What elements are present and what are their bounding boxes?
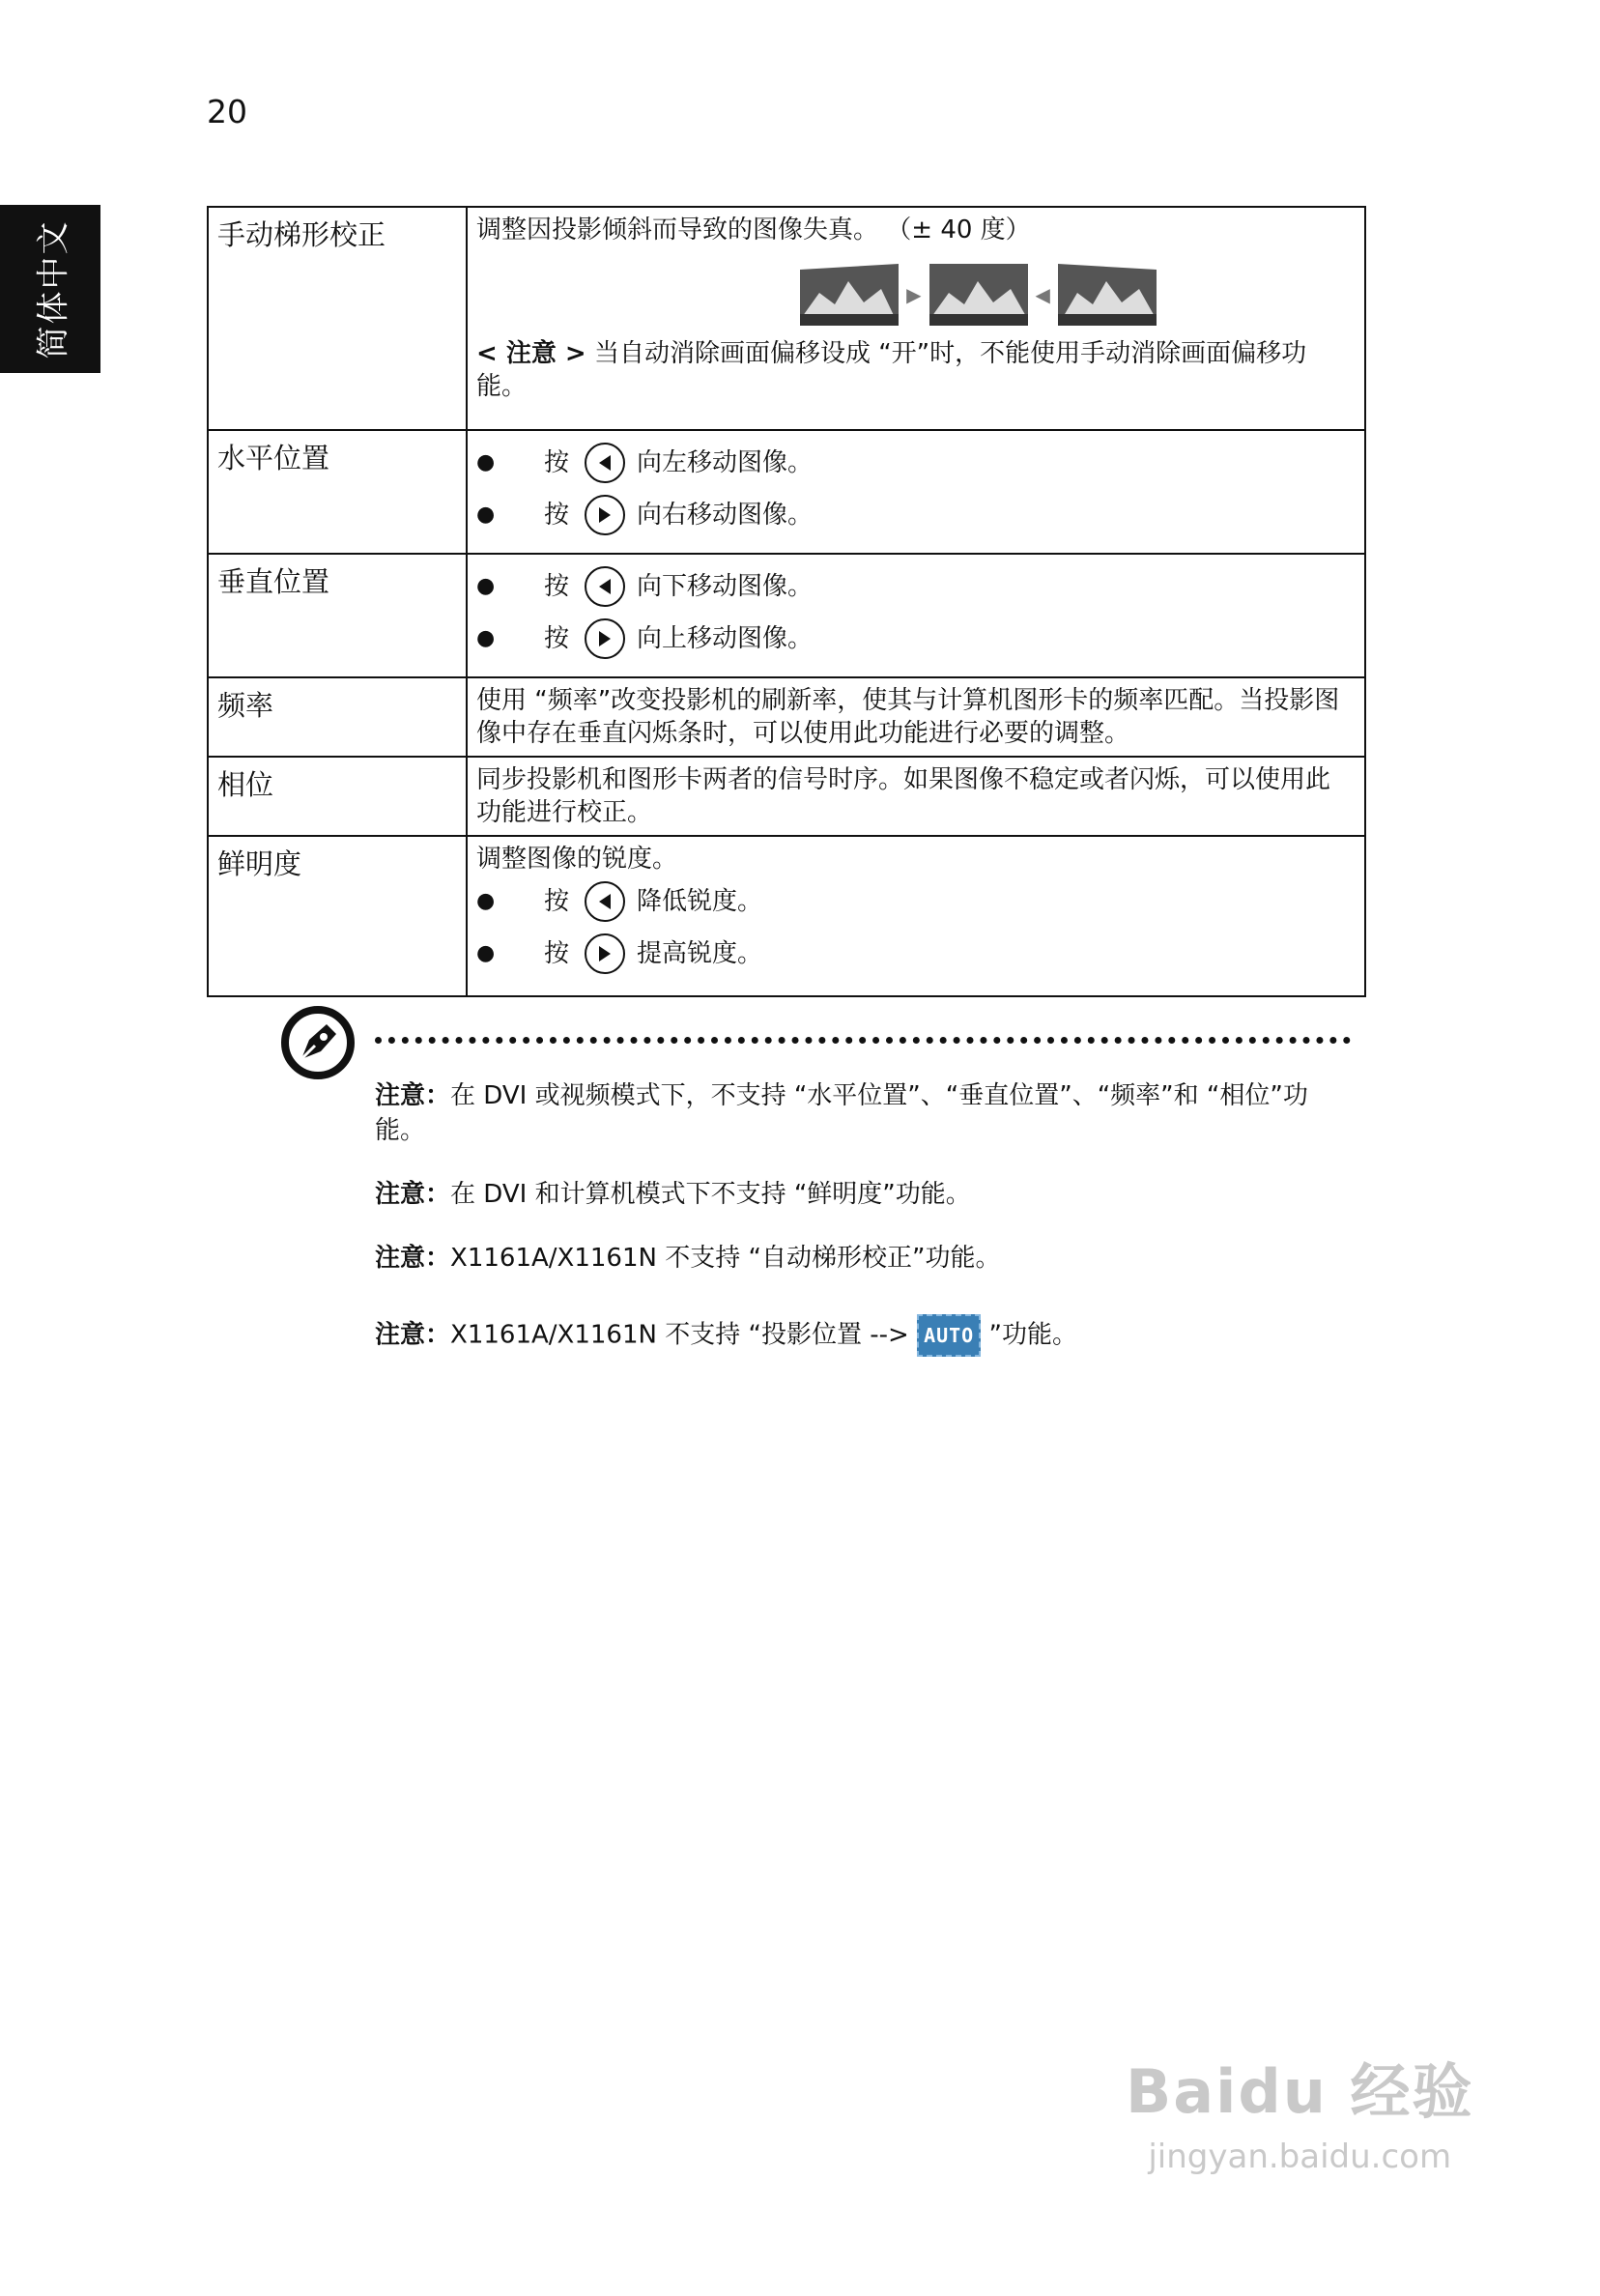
baidu-watermark — [1126, 2044, 1473, 2176]
bullet-icon: ● — [476, 450, 496, 474]
bullet-icon: ● — [476, 941, 496, 965]
list-item — [476, 489, 1355, 541]
keystone-desc-text: 调整因投影倾斜而导致的图像失真。 （± 40 度） — [476, 215, 1031, 244]
page-number: 20 — [207, 93, 247, 130]
note-4 — [375, 1314, 1351, 1357]
note-3 — [375, 1241, 1351, 1276]
phase-label: 相位 — [208, 757, 467, 836]
sharpness-increase-text: 提高锐度。 — [637, 939, 763, 968]
hpos-label: 水平位置 — [208, 430, 467, 554]
sharpness-decrease-text: 降低锐度。 — [637, 887, 763, 916]
note-pen-icon — [280, 1005, 356, 1080]
freq-label: 频率 — [208, 677, 467, 757]
note-3-text: X1161A/X1161N 不支持 “自动梯形校正”功能。 — [450, 1244, 1001, 1273]
bullet-icon: ● — [476, 502, 496, 527]
keystone-thumb-right — [1058, 264, 1157, 326]
right-button-icon — [585, 933, 625, 974]
left-button-icon — [585, 566, 625, 607]
keystone-note — [476, 337, 1355, 403]
right-button-icon — [585, 495, 625, 535]
press-text: 按 — [544, 501, 570, 530]
keystone-note-text: 当自动消除画面偏移设成 “开”时，不能使用手动消除画面偏移功能。 — [476, 339, 1307, 401]
press-text: 按 — [544, 572, 570, 601]
note-divider — [375, 1037, 1351, 1044]
press-text: 按 — [544, 448, 570, 477]
keystone-label: 手动梯形校正 — [208, 207, 467, 430]
vpos-down-text: 向下移动图像。 — [637, 572, 814, 601]
keystone-note-prefix: < 注意 > — [476, 339, 586, 368]
right-button-icon — [585, 618, 625, 659]
table-row — [208, 677, 1365, 757]
press-text: 按 — [544, 887, 570, 916]
keystone-illustration — [602, 264, 1355, 326]
table-row — [208, 757, 1365, 836]
vpos-description — [467, 554, 1365, 677]
note-label: 注意： — [375, 1081, 451, 1110]
table-row — [208, 207, 1365, 430]
table-row — [208, 430, 1365, 554]
note-4-text: X1161A/X1161N 不支持 “投影位置 --> — [450, 1320, 909, 1350]
settings-table — [207, 206, 1366, 997]
auto-badge-icon: AUTO — [917, 1314, 981, 1357]
table-row — [208, 554, 1365, 677]
keystone-thumb-left — [800, 264, 899, 326]
bullet-icon: ● — [476, 626, 496, 650]
hpos-description — [467, 430, 1365, 554]
note-label: 注意： — [375, 1320, 451, 1350]
arrow-left-icon: ◀ — [1035, 283, 1050, 306]
watermark-url: jingyan.baidu.com — [1148, 2138, 1452, 2176]
vpos-label: 垂直位置 — [208, 554, 467, 677]
notes-list — [375, 1078, 1351, 1386]
note-label: 注意： — [375, 1244, 451, 1273]
sharpness-label: 鲜明度 — [208, 836, 467, 996]
press-text: 按 — [544, 939, 570, 968]
bullet-icon: ● — [476, 574, 496, 598]
keystone-thumb-center — [929, 264, 1028, 326]
note-1 — [375, 1078, 1351, 1148]
keystone-description — [467, 207, 1365, 430]
language-side-tab — [0, 205, 100, 373]
left-button-icon — [585, 443, 625, 483]
arrow-right-icon: ▶ — [906, 283, 922, 306]
freq-description: 使用 “频率”改变投影机的刷新率，使其与计算机图形卡的频率匹配。当投影图像中存在垂直闪烁条时，可以使用此功能进行必要的调整。 — [467, 677, 1365, 757]
note-label: 注意： — [375, 1180, 451, 1209]
note-2-text: 在 DVI 和计算机模式下不支持 “鲜明度”功能。 — [450, 1180, 971, 1209]
watermark-main: Baidu 经验 — [1126, 2056, 1474, 2127]
note-1-text: 在 DVI 或视频模式下，不支持 “水平位置”、“垂直位置”、“频率”和 “相位”功能。 — [375, 1081, 1308, 1145]
hpos-left-text: 向左移动图像。 — [637, 448, 814, 477]
list-item — [476, 928, 1355, 980]
table-row — [208, 836, 1365, 996]
list-item — [476, 613, 1355, 665]
note-2 — [375, 1177, 1351, 1212]
hpos-right-text: 向右移动图像。 — [637, 501, 814, 530]
side-tab-label: 简体中文 — [34, 219, 73, 359]
phase-description: 同步投影机和图形卡两者的信号时序。如果图像不稳定或者闪烁，可以使用此功能进行校正。 — [467, 757, 1365, 836]
left-button-icon — [585, 881, 625, 922]
sharpness-desc-text: 调整图像的锐度。 — [476, 845, 678, 874]
list-item — [476, 437, 1355, 489]
vpos-up-text: 向上移动图像。 — [637, 624, 814, 653]
list-item — [476, 875, 1355, 928]
bullet-icon: ● — [476, 889, 496, 913]
note-4-suffix: ”功能。 — [988, 1320, 1077, 1350]
sharpness-description — [467, 836, 1365, 996]
list-item — [476, 560, 1355, 613]
press-text: 按 — [544, 624, 570, 653]
